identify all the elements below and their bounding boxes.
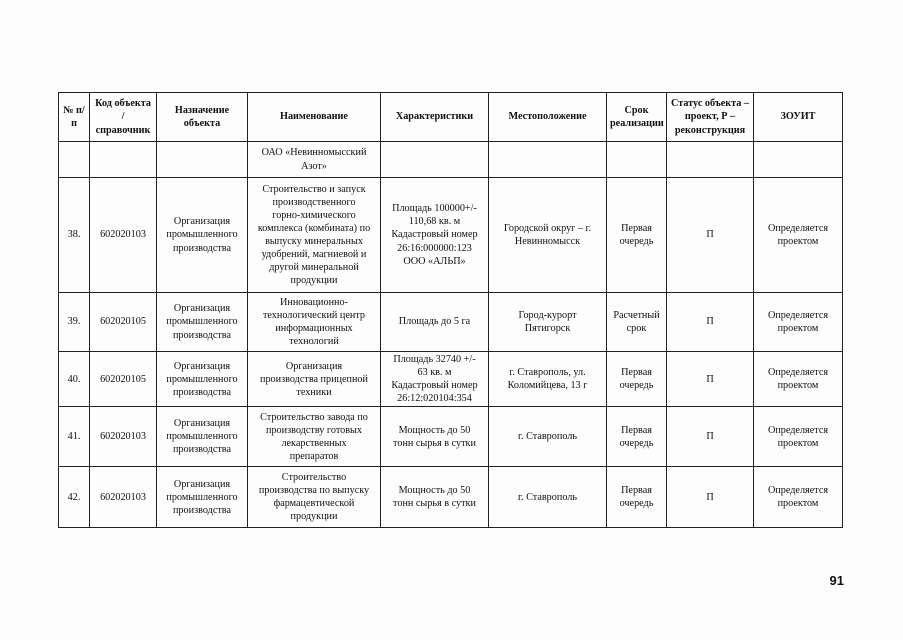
cell-purpose: Организация промышленного производства — [157, 352, 248, 407]
table-row — [59, 178, 843, 293]
objects-table — [58, 92, 843, 528]
cell-name: ОАО «Невинномысский Азот» — [248, 142, 381, 178]
cell-name: Организация производства прицепной техники — [248, 352, 381, 407]
cell-status: П — [667, 293, 754, 352]
cell-num: 39. — [59, 293, 90, 352]
page-number: 91 — [829, 573, 844, 588]
cell-num: 40. — [59, 352, 90, 407]
cell-code: 602020105 — [90, 352, 157, 407]
cell-characteristics: Мощность до 50 тонн сырья в сутки — [381, 467, 489, 528]
cell-status: П — [667, 467, 754, 528]
cell-characteristics: Площадь 100000+/- 110,68 кв. м Кадастровый номер 26:16:000000:123 ООО «АЛЬП» — [381, 178, 489, 293]
cell-code: 602020103 — [90, 467, 157, 528]
header-name: Наименование — [248, 93, 381, 142]
cell-term: Первая очередь — [607, 352, 667, 407]
cell-characteristics: Мощность до 50 тонн сырья в сутки — [381, 407, 489, 467]
table-row-continuation — [59, 142, 843, 178]
cell-num: 38. — [59, 178, 90, 293]
table-row — [59, 407, 843, 467]
table-header-row — [59, 93, 843, 142]
header-status: Статус объекта – проект, Р – реконструкция — [667, 93, 754, 142]
header-zouit: ЗОУИТ — [754, 93, 843, 142]
cell-num: 42. — [59, 467, 90, 528]
header-term: Срок реализации — [607, 93, 667, 142]
cell-location: г. Ставрополь — [489, 467, 607, 528]
cell-zouit: Определяется проектом — [754, 352, 843, 407]
header-purpose: Назначение объекта — [157, 93, 248, 142]
cell-purpose: Организация промышленного производства — [157, 467, 248, 528]
cell-term: Первая очередь — [607, 178, 667, 293]
cell-location: г. Ставрополь — [489, 407, 607, 467]
cell-status: П — [667, 407, 754, 467]
cell-name: Строительство и запуск производственного горно-химического комплекса (комбината) по выпуску минеральных удобрений, магниевой и другой минеральной продукции — [248, 178, 381, 293]
cell-name: Строительство завода по производству готовых лекарственных препаратов — [248, 407, 381, 467]
header-characteristics: Характеристики — [381, 93, 489, 142]
cell-name: Строительство производства по выпуску фармацевтической продукции — [248, 467, 381, 528]
cell-term: Расчетный срок — [607, 293, 667, 352]
table-row — [59, 467, 843, 528]
header-code: Код объекта / справочник — [90, 93, 157, 142]
cell-location: Город-курорт Пятигорск — [489, 293, 607, 352]
table-row — [59, 352, 843, 407]
cell-location: г. Ставрополь, ул. Коломийцева, 13 г — [489, 352, 607, 407]
cell-zouit: Определяется проектом — [754, 407, 843, 467]
cell-characteristics: Площадь до 5 га — [381, 293, 489, 352]
cell-num: 41. — [59, 407, 90, 467]
cell-purpose: Организация промышленного производства — [157, 407, 248, 467]
header-num: № п/п — [59, 93, 90, 142]
cell-status: П — [667, 178, 754, 293]
cell-term: Первая очередь — [607, 407, 667, 467]
table-row — [59, 293, 843, 352]
cell-zouit: Определяется проектом — [754, 178, 843, 293]
cell-purpose: Организация промышленного производства — [157, 293, 248, 352]
cell-zouit: Определяется проектом — [754, 293, 843, 352]
cell-name: Инновационно- технологический центр информационных технологий — [248, 293, 381, 352]
cell-location: Городской округ – г. Невинномысск — [489, 178, 607, 293]
cell-code: 602020103 — [90, 178, 157, 293]
cell-purpose: Организация промышленного производства — [157, 178, 248, 293]
cell-term: Первая очередь — [607, 467, 667, 528]
cell-code: 602020105 — [90, 293, 157, 352]
cell-characteristics: Площадь 32740 +/- 63 кв. м Кадастровый номер 26:12:020104:354 — [381, 352, 489, 407]
cell-status: П — [667, 352, 754, 407]
cell-zouit: Определяется проектом — [754, 467, 843, 528]
header-location: Местоположение — [489, 93, 607, 142]
cell-code: 602020103 — [90, 407, 157, 467]
